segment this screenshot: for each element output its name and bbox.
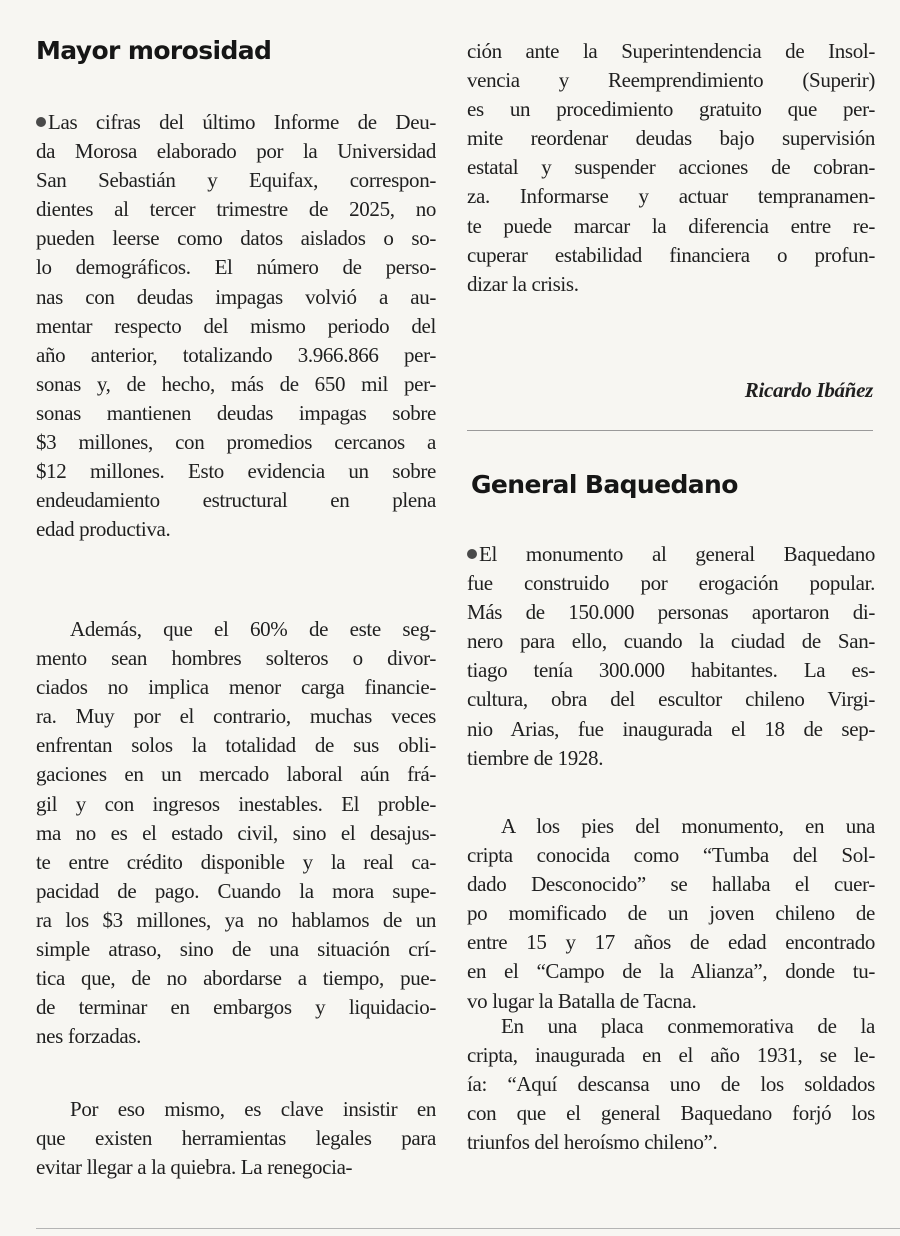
text-line-content: El monumento al general Baquedano: [479, 542, 875, 566]
text-line: [36, 1095, 436, 1124]
text-line-content: te entre crédito disponible y la real ca-: [36, 849, 436, 874]
text-line-content: triunfos del heroísmo chileno”.: [467, 1130, 718, 1155]
text-line: [36, 399, 436, 428]
text-line-content: nas con deudas impagas volvió a au-: [36, 284, 436, 309]
text-line-content: ra los $3 millones, ya no hablamos de un: [36, 907, 436, 932]
text-line-content: za. Informarse y actuar tempranamen-: [467, 184, 875, 209]
text-line-content: sonas y, de hecho, más de 650 mil per-: [36, 371, 436, 396]
text-line: [467, 744, 875, 773]
heading-general-baquedano: General Baquedano: [471, 470, 738, 499]
text-line: [36, 935, 436, 964]
text-line: [36, 195, 436, 224]
text-line-content: gil y con ingresos inestables. El proble-: [36, 791, 436, 816]
text-line-content: ción ante la Superintendencia de Insol-: [467, 39, 875, 63]
text-line: [467, 95, 875, 124]
text-line-content: pacidad de pago. Cuando la mora supe-: [36, 878, 436, 903]
text-line-content: lo demográficos. El número de perso-: [36, 255, 436, 280]
text-line-content: endeudamiento estructural en plena: [36, 488, 436, 513]
text-line: [36, 993, 436, 1022]
text-line-content: Más de 150.000 personas aportaron di-: [467, 600, 875, 625]
right-continuation-paragraph: [467, 37, 875, 299]
text-line-content: nio Arias, fue inaugurada el 18 de sep-: [467, 716, 875, 741]
text-line-content: A los pies del monumento, en una: [501, 814, 875, 838]
text-line-content: en el “Campo de la Alianza”, donde tu-: [467, 959, 875, 984]
text-line: [36, 224, 436, 253]
text-line: [36, 790, 436, 819]
text-line: [467, 715, 875, 744]
text-line-content: fue construido por erogación popular.: [467, 571, 875, 596]
text-line-content: sonas mantienen deudas impagas sobre: [36, 400, 436, 425]
text-line: [467, 241, 875, 270]
right-paragraph-3: [467, 1012, 875, 1157]
text-line-content: simple atraso, sino de una situación crí-: [36, 937, 436, 962]
text-line: [467, 124, 875, 153]
text-line: [467, 870, 875, 899]
bottom-rule: [36, 1228, 900, 1229]
text-line: [36, 877, 436, 906]
text-line: [36, 283, 436, 312]
text-line: [467, 685, 875, 714]
text-line: [467, 540, 875, 569]
text-line: [36, 906, 436, 935]
text-line: [36, 312, 436, 341]
text-line: [36, 428, 436, 457]
text-line-content: ía: “Aquí descansa uno de los soldados: [467, 1072, 875, 1097]
text-line: [467, 153, 875, 182]
text-line: [36, 644, 436, 673]
text-line-content: estatal y suspender acciones de cobran-: [467, 155, 875, 180]
text-line-content: Por eso mismo, es clave insistir en: [70, 1097, 436, 1121]
text-line-content: nero para ello, cuando la ciudad de San-: [467, 629, 875, 654]
text-line-content: tiago tenía 300.000 habitantes. La es-: [467, 658, 875, 683]
bullet-icon: [467, 549, 477, 559]
text-line-content: cripta conocida como “Tumba del Sol-: [467, 843, 875, 868]
text-line: [467, 899, 875, 928]
text-line-content: dizar la crisis.: [467, 271, 579, 296]
text-line-content: tiembre de 1928.: [467, 745, 604, 770]
section-divider: [467, 430, 873, 431]
text-line-content: cripta, inaugurada en el año 1931, se le-: [467, 1043, 875, 1068]
left-paragraph-2: [36, 615, 436, 1051]
text-line-content: po momificado de un joven chileno de: [467, 901, 875, 926]
text-line: [36, 137, 436, 166]
text-line: [36, 341, 436, 370]
left-paragraph-1: [36, 108, 436, 544]
text-line: [36, 515, 436, 544]
text-line: [36, 253, 436, 282]
text-line: [467, 1099, 875, 1128]
text-line-content: $12 millones. Esto evidencia un sobre: [36, 459, 436, 484]
text-line-content: mento sean hombres solteros o divor-: [36, 646, 436, 671]
text-line-content: nes forzadas.: [36, 1024, 142, 1049]
right-paragraph-2: [467, 812, 875, 1016]
text-line: [36, 848, 436, 877]
text-line: [467, 957, 875, 986]
text-line-content: cuperar estabilidad financiera o profun-: [467, 242, 875, 267]
text-line-content: que existen herramientas legales para: [36, 1126, 436, 1151]
text-line-content: vencia y Reemprendimiento (Superir): [467, 68, 875, 93]
text-line: [36, 760, 436, 789]
text-line-content: ra. Muy por el contrario, muchas veces: [36, 704, 436, 729]
text-line-content: ma no es el estado civil, sino el desajus-: [36, 820, 436, 845]
text-line-content: edad productiva.: [36, 517, 171, 542]
text-line: [467, 812, 875, 841]
text-line-content: ciados no implica menor carga financie-: [36, 675, 436, 700]
text-line-content: con que el general Baquedano forjó los: [467, 1101, 875, 1126]
text-line: [36, 964, 436, 993]
text-line: [467, 598, 875, 627]
text-line: [36, 702, 436, 731]
text-line: [36, 1153, 436, 1182]
text-line: [467, 1041, 875, 1070]
text-line: [467, 37, 875, 66]
text-line: [36, 673, 436, 702]
text-line-content: San Sebastián y Equifax, correspon-: [36, 168, 436, 193]
text-line: [36, 457, 436, 486]
text-line-content: vo lugar la Batalla de Tacna.: [467, 988, 697, 1013]
text-line: [36, 819, 436, 848]
text-line: [467, 569, 875, 598]
text-line: [36, 615, 436, 644]
text-line-content: dientes al tercer trimestre de 2025, no: [36, 197, 436, 222]
text-line: [467, 928, 875, 957]
text-line-content: año anterior, totalizando 3.966.866 per-: [36, 342, 436, 367]
text-line: [36, 166, 436, 195]
text-line: [467, 627, 875, 656]
text-line-content: es un procedimiento gratuito que per-: [467, 97, 875, 122]
text-line: [467, 182, 875, 211]
text-line: [36, 108, 436, 137]
text-line-content: $3 millones, con promedios cercanos a: [36, 430, 436, 455]
text-line-content: mentar respecto del mismo periodo del: [36, 313, 436, 338]
text-line-content: mite reordenar deudas bajo supervisión: [467, 126, 875, 151]
text-line: [36, 486, 436, 515]
text-line: [36, 1124, 436, 1153]
text-line: [467, 1070, 875, 1099]
text-line: [467, 212, 875, 241]
text-line-content: Las cifras del último Informe de Deu-: [48, 110, 436, 134]
text-line: [36, 731, 436, 760]
text-line: [467, 1012, 875, 1041]
text-line: [36, 1022, 436, 1051]
text-line: [467, 66, 875, 95]
text-line-content: Además, que el 60% de este seg-: [70, 617, 436, 641]
bullet-icon: [36, 117, 46, 127]
text-line: [467, 270, 875, 299]
text-line-content: gaciones en un mercado laboral aún frá-: [36, 762, 436, 787]
text-line: [36, 370, 436, 399]
author-signature: Ricardo Ibáñez: [744, 378, 873, 402]
text-line-content: cultura, obra del escultor chileno Virgi-: [467, 687, 875, 712]
right-paragraph-1: [467, 540, 875, 773]
text-line-content: pueden leerse como datos aislados o so-: [36, 226, 436, 251]
text-line-content: da Morosa elaborado por la Universidad: [36, 139, 436, 164]
text-line: [467, 656, 875, 685]
left-paragraph-3: [36, 1095, 436, 1182]
text-line-content: En una placa conmemorativa de la: [501, 1014, 875, 1038]
text-line-content: de terminar en embargos y liquidacio-: [36, 995, 436, 1020]
text-line: [467, 841, 875, 870]
text-line-content: evitar llegar a la quiebra. La renegocia-: [36, 1155, 353, 1180]
text-line-content: enfrentan solos la totalidad de sus obli-: [36, 733, 436, 758]
text-line-content: tica que, de no abordarse a tiempo, pue-: [36, 966, 436, 991]
text-line: [467, 1128, 875, 1157]
text-line-content: entre 15 y 17 años de edad encontrado: [467, 930, 875, 955]
heading-mayor-morosidad: Mayor morosidad: [36, 36, 272, 65]
text-line-content: dado Desconocido” se hallaba el cuer-: [467, 872, 875, 897]
text-line-content: te puede marcar la diferencia entre re-: [467, 213, 875, 238]
